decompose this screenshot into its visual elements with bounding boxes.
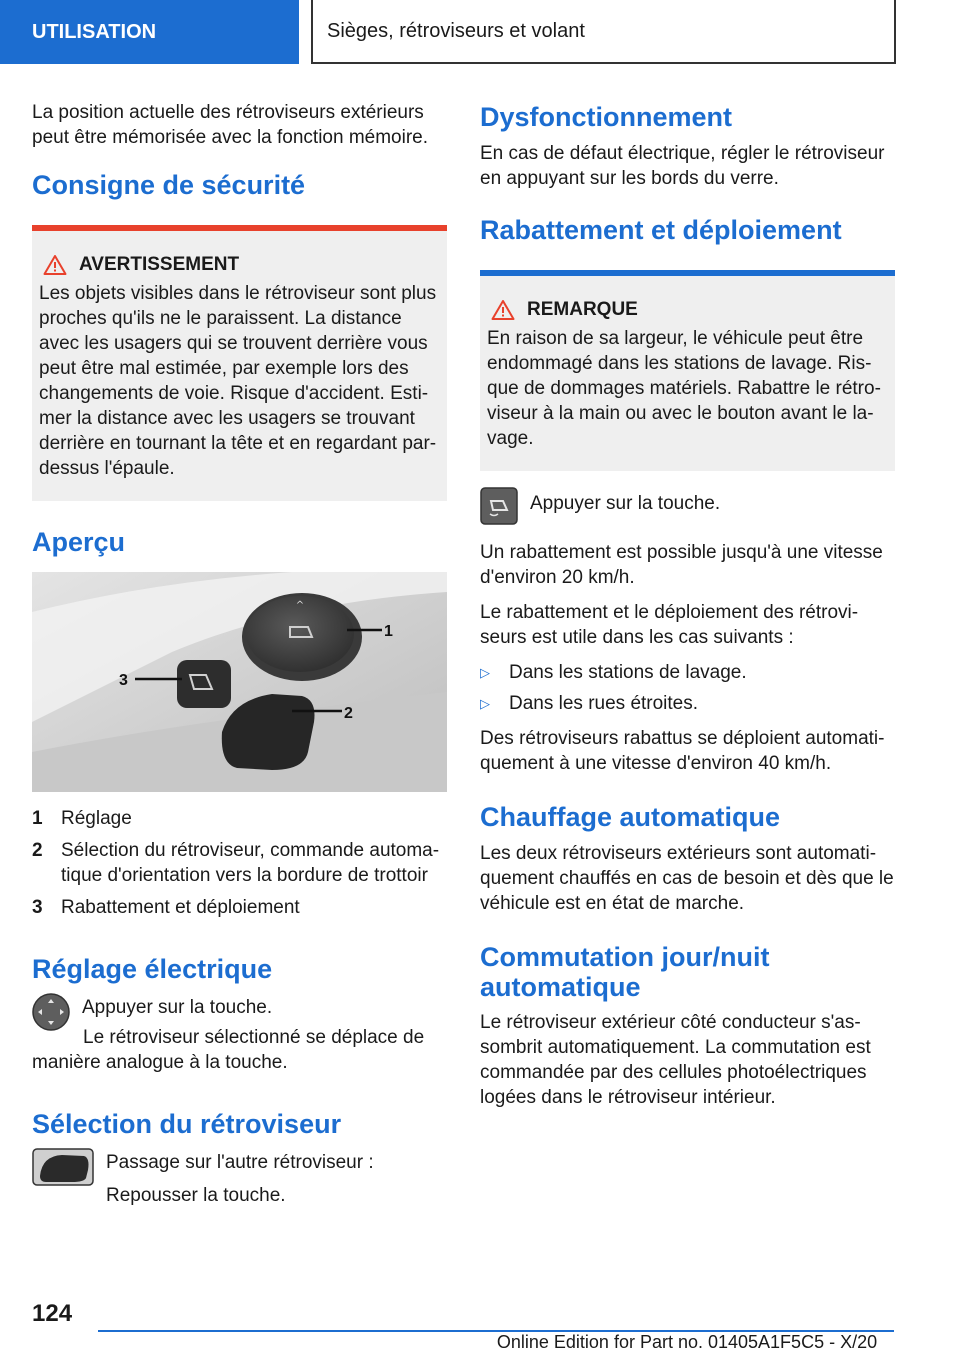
- select-step: Passage sur l'autre rétroviseur :: [106, 1152, 374, 1173]
- legend-item: 1 Réglage: [32, 808, 132, 829]
- footer-edition: Online Edition for Part no. 01405A1F5C5 - X/20: [496, 1332, 878, 1352]
- intro-paragraph: La position actuelle des rétroviseurs extérieurs peut être mémorisée avec la fonction mémoire.: [32, 102, 429, 148]
- safety-heading: Consigne de sécurité: [32, 170, 306, 200]
- warning-triangle-icon: [43, 254, 67, 276]
- electric-text: Le rétroviseur sélectionné se déplace de manière analogue à la touche.: [32, 1027, 425, 1073]
- section-label: UTILISATION: [0, 0, 299, 64]
- directional-knob-icon: [32, 993, 70, 1031]
- triangle-bullet-icon: ▷: [480, 665, 490, 680]
- electric-step: Appuyer sur la touche.: [82, 997, 273, 1018]
- electric-heading: Réglage électrique: [32, 954, 273, 984]
- fold-mirror-button-icon: [480, 487, 518, 525]
- warning-title-row: [39, 253, 439, 277]
- note-box: [480, 270, 895, 471]
- list-item: ▷ Dans les stations de lavage.: [480, 662, 747, 683]
- note-text: En raison de sa largeur, le véhicule peut être endommagé dans les stations de lavage. Risque de dommages matériels. Rabattre le rétroviseur à la main ou avec le bouton avant le lavage.: [487, 328, 881, 449]
- dimming-heading: Commutation jour/nuit automatique: [480, 942, 770, 1002]
- note-title: REMARQUE: [527, 299, 638, 320]
- fold-cases-list: [480, 660, 895, 716]
- mirror-controls-illustration: [32, 572, 447, 792]
- callout-3: 3: [119, 672, 128, 689]
- note-title-row: [487, 298, 887, 322]
- overview-heading: Aperçu: [32, 527, 126, 557]
- malfunction-heading: Dysfonctionnement: [480, 102, 733, 132]
- select-text: Repousser la touche.: [106, 1185, 286, 1206]
- warning-text: Les objets visibles dans le rétroviseur sont plus proches qu'ils ne le paraissent. La distance avec les usagers qui se trouvent derrière vous peut être mal estimée, par exemple lors des changements de voie. Risque d'accident. Estimer la distance avec les usagers se trouvant derrière en tournant la tête et en regardant par-dessus l'épaule.: [39, 283, 437, 479]
- warning-title: AVERTISSEMENT: [79, 254, 240, 275]
- right-column: [480, 100, 895, 1120]
- malfunction-text: En cas de défaut électrique, régler le rétroviseur en appuyant sur les bords du verre.: [480, 143, 885, 189]
- photo-legend: [32, 806, 447, 920]
- heating-text: Les deux rétroviseurs extérieurs sont automatiquement chauffés en cas de besoin et dès que le véhicule est en état de marche.: [480, 843, 894, 914]
- list-item: ▷ Dans les rues étroites.: [480, 693, 699, 714]
- warning-box: [32, 225, 447, 501]
- left-column: [32, 100, 447, 1218]
- legend-item: 2 Sélection du rétroviseur, commande automatique d'orientation vers la bordure de trottoir: [32, 840, 440, 886]
- triangle-bullet-icon: ▷: [480, 696, 490, 711]
- svg-text:^: ^: [295, 600, 305, 611]
- heating-heading: Chauffage automatique: [480, 802, 781, 832]
- page-number: 124: [32, 1300, 73, 1327]
- fold-step: Appuyer sur la touche.: [530, 493, 721, 514]
- chapter-title: Sièges, rétroviseurs et volant: [311, 0, 896, 64]
- fold-heading: Rabattement et déploiement: [480, 215, 842, 245]
- select-heading: Sélection du rétroviseur: [32, 1109, 342, 1139]
- callout-2: 2: [344, 705, 353, 722]
- fold-auto-text: Des rétroviseurs rabattus se déploient automatiquement à une vitesse d'environ 40 km/h.: [480, 728, 885, 774]
- fold-speed-text: Un rabattement est possible jusqu'à une vitesse d'environ 20 km/h.: [480, 542, 883, 588]
- dimming-text: Le rétroviseur extérieur côté conducteur s'assombrit automatiquement. La commutation est commandée par des cellules photoélectriques logées dans le rétroviseur intérieur.: [480, 1012, 871, 1108]
- page-header: [0, 0, 960, 64]
- mirror-select-switch-icon: [32, 1148, 94, 1186]
- callout-1: 1: [384, 623, 393, 640]
- warning-triangle-icon: [491, 299, 515, 321]
- mirror-controls-photo: [32, 572, 447, 792]
- fold-useful-text: Le rabattement et le déploiement des rétroviseurs est utile dans les cas suivants :: [480, 602, 859, 648]
- legend-item: 3 Rabattement et déploiement: [32, 897, 300, 918]
